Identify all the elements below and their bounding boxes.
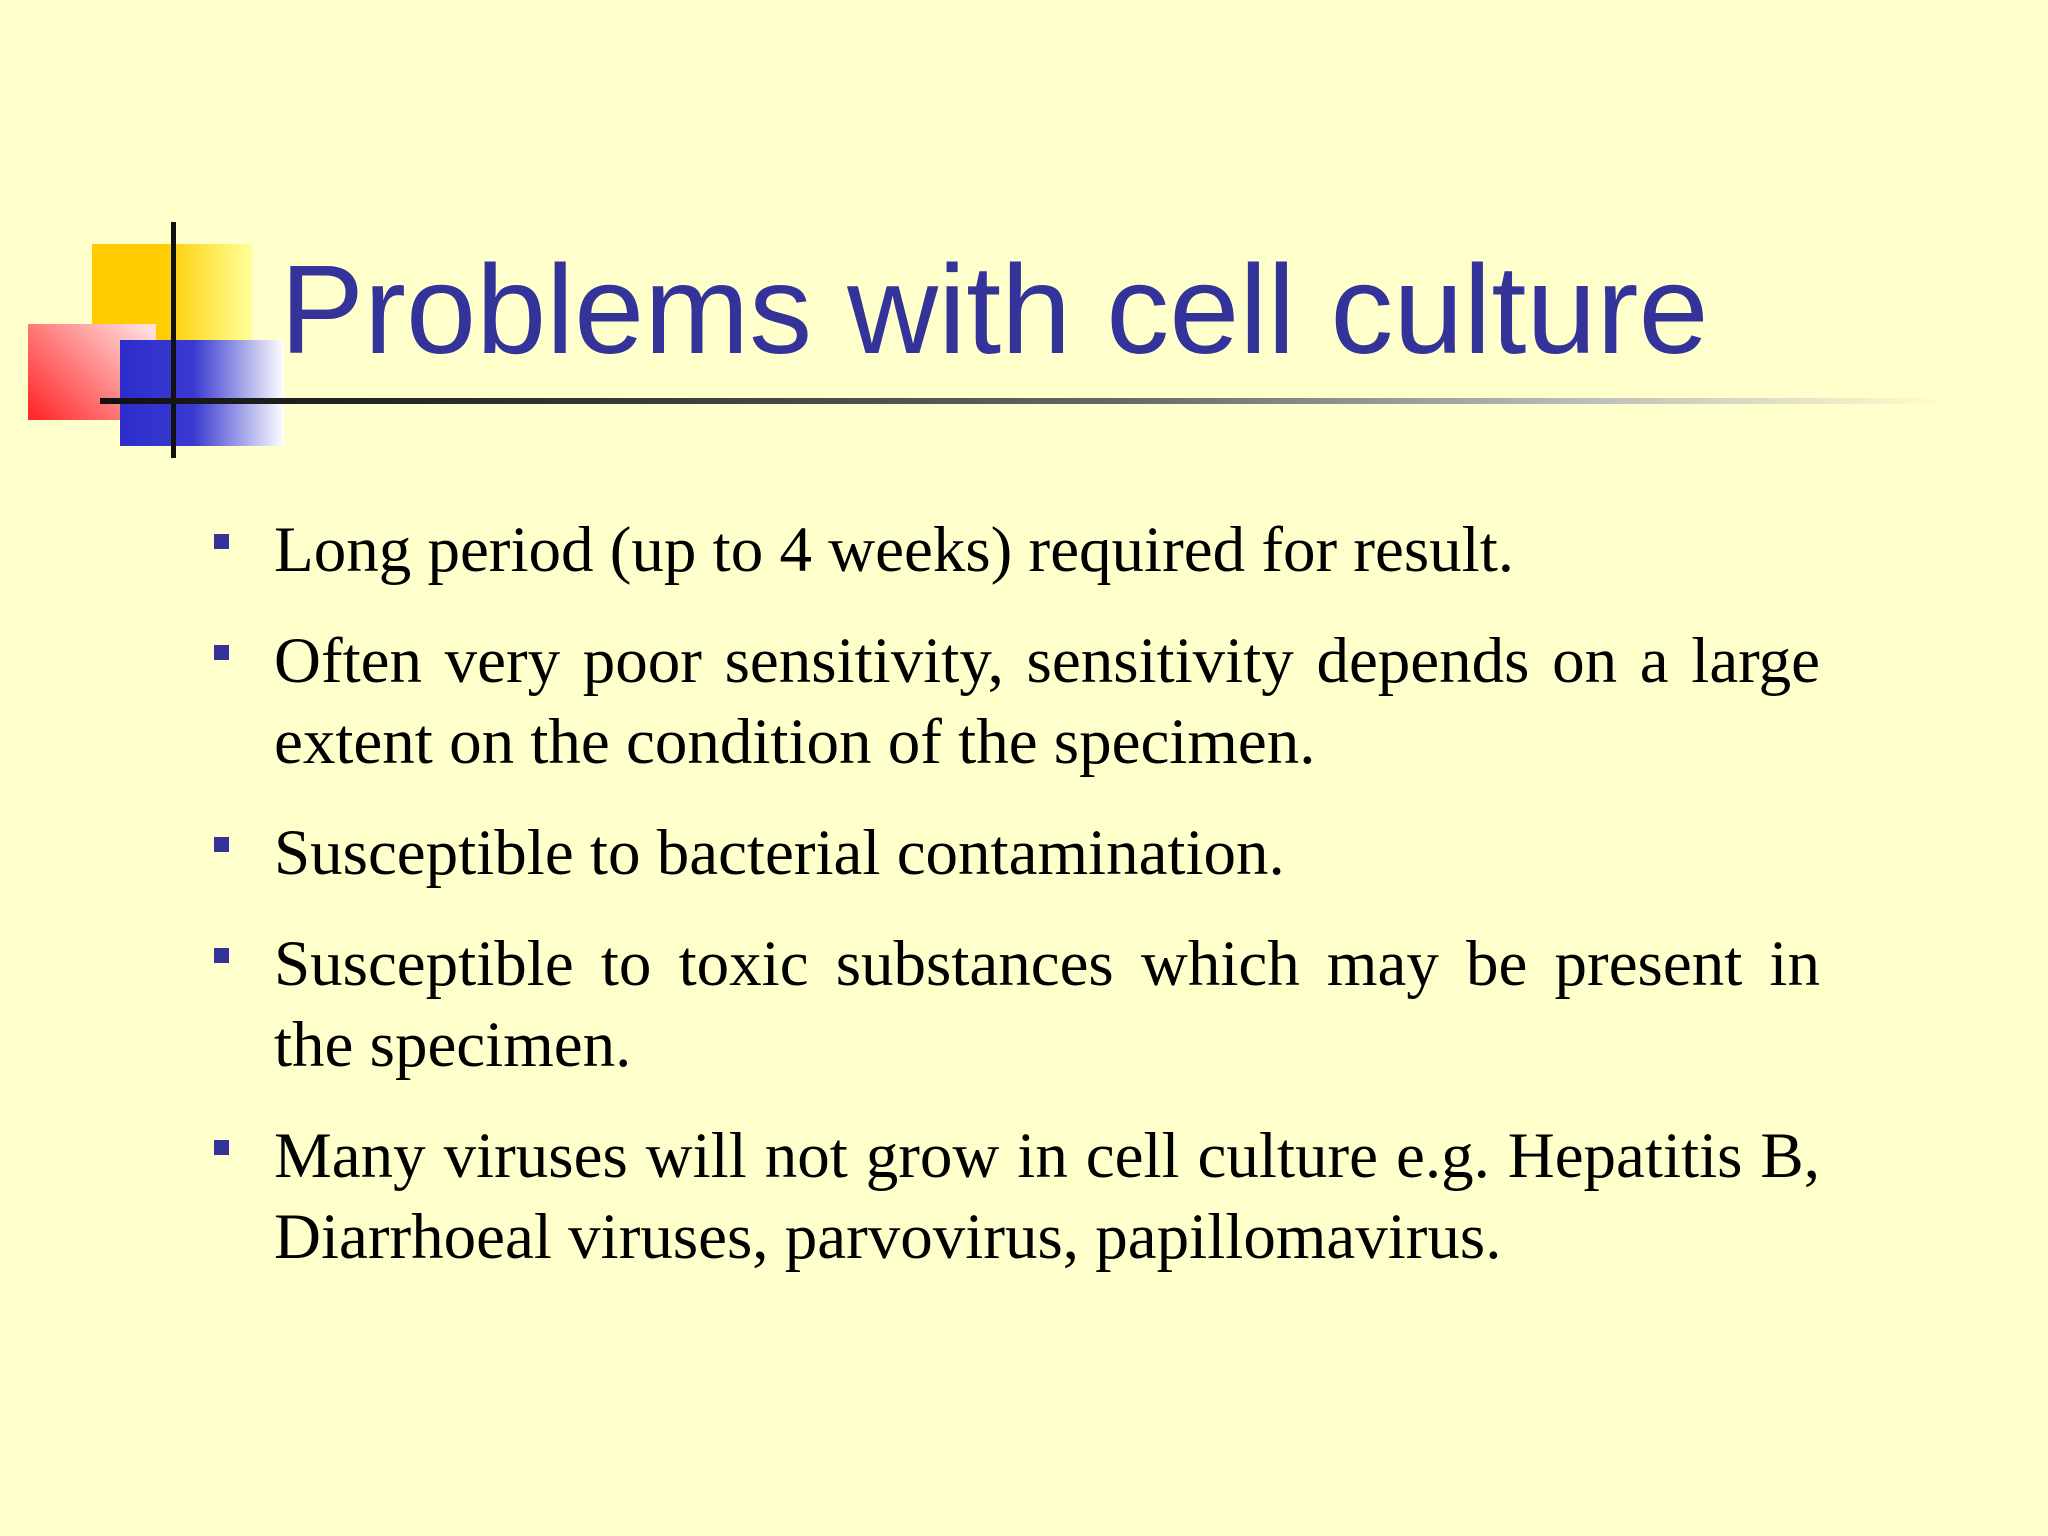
square-bullet-icon: [214, 837, 229, 852]
bullet-text: Long period (up to 4 weeks) required for result.: [274, 514, 1515, 586]
title-underline: [100, 398, 1946, 404]
bullet-item: [210, 924, 1820, 1086]
decorative-vertical-line: [171, 222, 176, 458]
bullet-text: Susceptible to toxic substances which may be present in the specimen.: [274, 928, 1820, 1081]
square-bullet-icon: [214, 948, 229, 963]
slide-title: Problems with cell culture: [280, 239, 1709, 380]
square-bullet-icon: [214, 645, 229, 660]
square-bullet-icon: [214, 1140, 229, 1155]
bullet-text: Susceptible to bacterial contamination.: [274, 817, 1285, 889]
decorative-blue-square: [120, 340, 284, 446]
bullet-item: [210, 621, 1820, 783]
bullet-item: [210, 1116, 1820, 1278]
square-bullet-icon: [214, 534, 229, 549]
bullet-list: [210, 510, 1820, 1308]
bullet-item: [210, 813, 1820, 894]
bullet-text: Often very poor sensitivity, sensitivity depends on a large extent on the condition of the specimen.: [274, 625, 1820, 778]
bullet-item: [210, 510, 1820, 591]
bullet-text: Many viruses will not grow in cell culture e.g. Hepatitis B, Diarrhoeal viruses, parvovirus, papillomavirus.: [274, 1120, 1820, 1273]
